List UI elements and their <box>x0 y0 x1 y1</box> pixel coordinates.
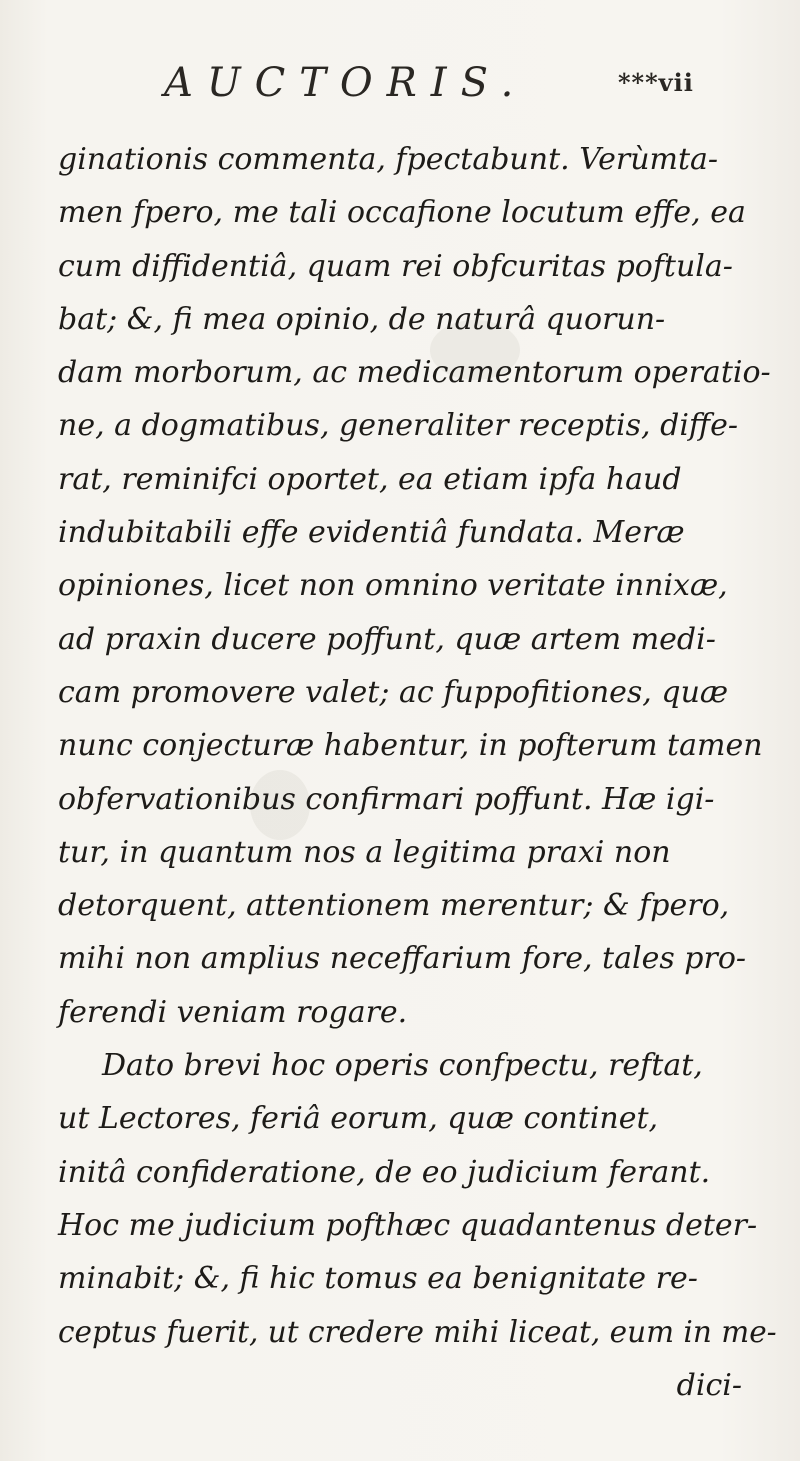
text-line: mihi non amplius neceffarium fore, tales pro- <box>58 941 747 977</box>
text-line: cam promovere valet; ac fuppofitiones, quæ <box>58 674 729 710</box>
text-line: minabit; &, fi hic tomus ea benignitate re- <box>58 1261 698 1297</box>
catchword: dici- <box>676 1367 742 1403</box>
running-head: AUCTORIS. <box>164 60 528 106</box>
text-line: ginationis commenta, fpectabunt. Verùmta- <box>58 142 719 177</box>
text-line: indubitabili effe evidentiâ fundata. Meræ <box>58 515 685 551</box>
text-line: bat; &, fi mea opinio, de naturâ quorun- <box>58 301 666 337</box>
text-line: ne, a dogmatibus, generaliter receptis, diffe- <box>58 408 739 444</box>
body-text <box>58 133 778 1412</box>
text-line: obfervationibus confirmari poffunt. Hæ igi- <box>58 781 715 817</box>
text-line: nunc conjecturæ habentur, in pofterum tamen <box>58 728 763 764</box>
text-line: ceptus fuerit, ut credere mihi liceat, eum in me- <box>58 1314 777 1349</box>
text-line: detorquent, attentionem merentur; & fpero, <box>58 888 730 924</box>
text-line: ut Lectores, feriâ eorum, quæ continet, <box>58 1101 659 1137</box>
text-line: rat, reminifci oportet, ea etiam ipfa haud <box>58 461 682 497</box>
text-line: Hoc me judicium pofthæc quadantenus deter- <box>58 1207 758 1243</box>
text-line: dam morborum, ac medicamentorum operatio- <box>58 355 771 391</box>
text-line: opiniones, licet non omnino veritate innixæ, <box>58 568 728 604</box>
text-line: initâ confideratione, de eo judicium ferant. <box>58 1154 711 1190</box>
text-line: ad praxin ducere poffunt, quæ artem medi- <box>58 621 716 657</box>
paragraph-first-line: Dato brevi hoc operis confpectu, reftat, <box>102 1048 703 1084</box>
text-line: cum diffidentiâ, quam rei obfcuritas poftula- <box>58 248 733 284</box>
text-line: men fpero, me tali occafione locutum effe, ea <box>58 195 746 231</box>
text-line: tur, in quantum nos a legitima praxi non <box>58 834 671 870</box>
text-line: ferendi veniam rogare. <box>58 994 408 1030</box>
signature-mark: ***vii <box>618 68 694 97</box>
page-header <box>150 60 750 116</box>
